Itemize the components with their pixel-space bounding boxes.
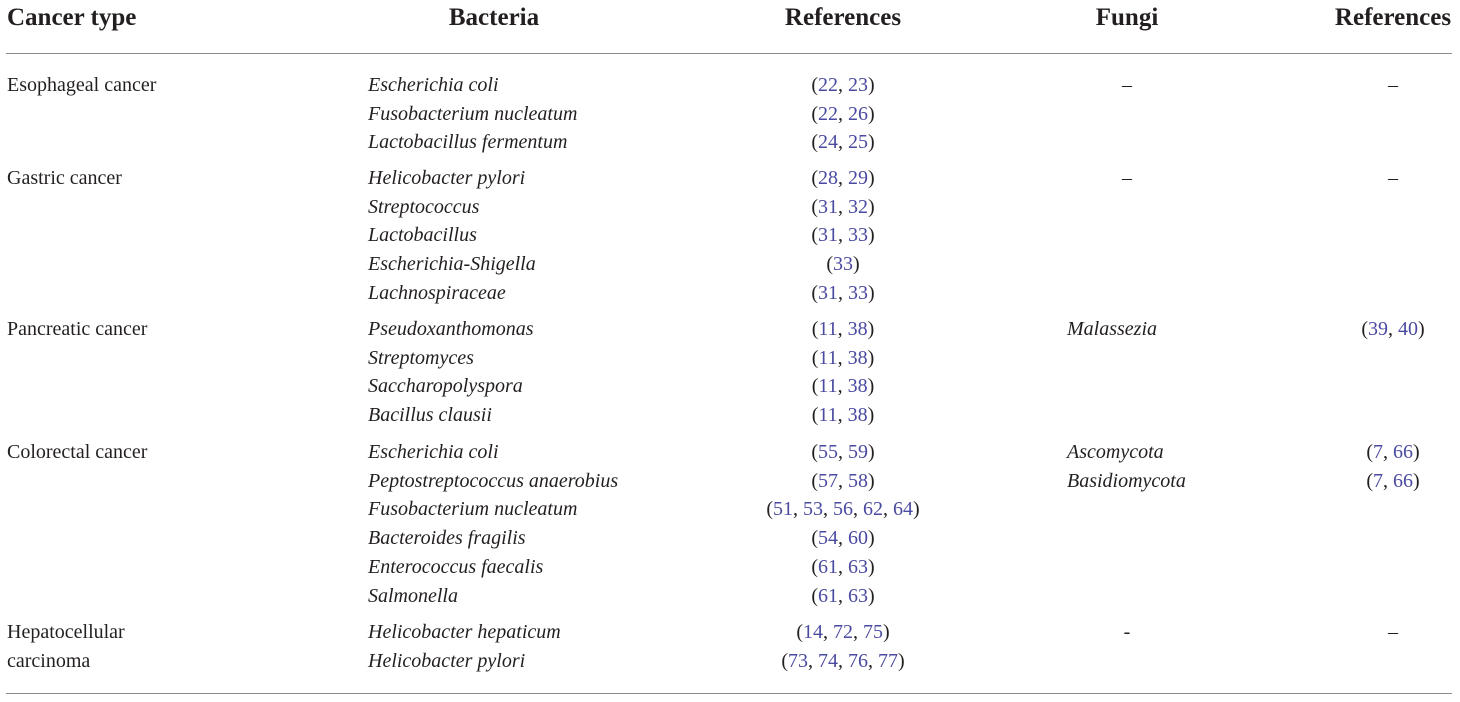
bacteria-name: Bacillus clausii bbox=[368, 404, 492, 427]
fungi-reference-link[interactable]: 7 bbox=[1373, 441, 1383, 463]
bacteria-references: (51, 53, 56, 62, 64) bbox=[766, 498, 920, 521]
bacteria-reference-link[interactable]: 38 bbox=[847, 404, 868, 427]
bacteria-name: Fusobacterium nucleatum bbox=[368, 498, 578, 521]
bacteria-references: (11, 38) bbox=[811, 375, 875, 398]
fungi-references: (39, 40) bbox=[1361, 318, 1425, 340]
cancer-type-cell: Colorectal cancer bbox=[7, 441, 148, 463]
bacteria-reference-link[interactable]: 33 bbox=[833, 253, 853, 276]
table-row bbox=[0, 100, 1460, 129]
table-row bbox=[0, 315, 1460, 344]
bacteria-reference-link[interactable]: 31 bbox=[818, 195, 838, 218]
bacteria-reference-link[interactable]: 22 bbox=[818, 74, 838, 96]
bacteria-name: Helicobacter pylori bbox=[368, 649, 526, 672]
fungi-name: - bbox=[1123, 621, 1131, 643]
table-row bbox=[0, 164, 1460, 193]
cancer-type-cell: Hepatocellular carcinoma bbox=[7, 621, 125, 672]
bacteria-reference-link[interactable]: 31 bbox=[818, 281, 838, 304]
bacteria-name: Helicobacter hepaticum bbox=[368, 621, 561, 643]
bacteria-name: Lachnospiraceae bbox=[368, 281, 506, 304]
bacteria-reference-link[interactable]: 62 bbox=[863, 498, 883, 521]
bacteria-references: (61, 63) bbox=[811, 584, 875, 607]
bacteria-reference-link[interactable]: 26 bbox=[848, 102, 868, 125]
bacteria-name: Bacteroides fragilis bbox=[368, 527, 526, 550]
bacteria-reference-link[interactable]: 64 bbox=[893, 498, 913, 521]
bacteria-reference-link[interactable]: 11 bbox=[818, 346, 838, 369]
bacteria-reference-link[interactable]: 72 bbox=[833, 621, 853, 643]
fungi-references: – bbox=[1388, 74, 1398, 96]
bacteria-reference-link[interactable]: 54 bbox=[818, 527, 838, 550]
bacteria-references: (24, 25) bbox=[811, 131, 875, 154]
bacteria-reference-link[interactable]: 59 bbox=[848, 441, 868, 463]
bacteria-name: Streptomyces bbox=[368, 346, 474, 369]
table-row bbox=[0, 128, 1460, 157]
bacteria-references: (28, 29) bbox=[811, 167, 875, 189]
bacteria-reference-link[interactable]: 33 bbox=[848, 224, 868, 247]
fungi-reference-link[interactable]: 66 bbox=[1393, 441, 1413, 463]
table-row bbox=[0, 372, 1460, 401]
bacteria-reference-link[interactable]: 11 bbox=[818, 404, 838, 427]
bacteria-references: (22, 26) bbox=[811, 102, 875, 125]
bacteria-reference-link[interactable]: 74 bbox=[818, 649, 838, 672]
bacteria-reference-link[interactable]: 29 bbox=[848, 167, 868, 189]
bacteria-name: Streptococcus bbox=[368, 195, 480, 218]
bacteria-name: Escherichia coli bbox=[368, 74, 499, 96]
bacteria-references: (73, 74, 76, 77) bbox=[781, 649, 905, 672]
fungi-references: – bbox=[1388, 621, 1398, 643]
bacteria-reference-link[interactable]: 53 bbox=[803, 498, 823, 521]
table-row bbox=[0, 495, 1460, 524]
table-row bbox=[0, 193, 1460, 222]
fungi-name: Basidiomycota bbox=[1067, 469, 1186, 492]
bacteria-references: (57, 58) bbox=[811, 469, 875, 492]
bacteria-reference-link[interactable]: 31 bbox=[818, 224, 838, 247]
bacteria-reference-link[interactable]: 28 bbox=[818, 167, 838, 189]
fungi-reference-link[interactable]: 40 bbox=[1398, 318, 1418, 340]
bacteria-reference-link[interactable]: 24 bbox=[818, 131, 838, 154]
bacteria-references: (55, 59) bbox=[811, 441, 875, 463]
fungi-reference-link[interactable]: 66 bbox=[1393, 469, 1413, 492]
bacteria-name: Peptostreptococcus anaerobius bbox=[368, 469, 619, 492]
fungi-references: – bbox=[1388, 167, 1398, 189]
bacteria-reference-link[interactable]: 55 bbox=[818, 441, 838, 463]
bacteria-reference-link[interactable]: 38 bbox=[847, 375, 868, 398]
bacteria-references: (11, 38) bbox=[811, 404, 875, 427]
table-row bbox=[0, 250, 1460, 279]
bacteria-reference-link[interactable]: 61 bbox=[818, 584, 838, 607]
table-row bbox=[0, 582, 1460, 611]
table-row bbox=[0, 524, 1460, 553]
bacteria-reference-link[interactable]: 23 bbox=[848, 74, 868, 96]
bacteria-reference-link[interactable]: 60 bbox=[848, 527, 868, 550]
bacteria-reference-link[interactable]: 22 bbox=[818, 102, 838, 125]
bacteria-name: Escherichia-Shigella bbox=[368, 253, 536, 276]
bacteria-name: Fusobacterium nucleatum bbox=[368, 102, 578, 125]
bacteria-reference-link[interactable]: 25 bbox=[848, 131, 868, 154]
bacteria-reference-link[interactable]: 75 bbox=[863, 621, 883, 643]
fungi-name: – bbox=[1122, 167, 1132, 189]
bacteria-reference-link[interactable]: 32 bbox=[848, 195, 868, 218]
table-row bbox=[0, 438, 1460, 467]
header-references: References bbox=[784, 4, 902, 31]
table-row bbox=[0, 71, 1460, 100]
table-header bbox=[0, 0, 1460, 38]
fungi-reference-link[interactable]: 39 bbox=[1368, 318, 1388, 340]
fungi-name: Malassezia bbox=[1067, 318, 1157, 340]
bacteria-reference-link[interactable]: 51 bbox=[773, 498, 793, 521]
bacteria-reference-link[interactable]: 38 bbox=[847, 346, 868, 369]
bacteria-reference-link[interactable]: 57 bbox=[818, 469, 838, 492]
bacteria-reference-link[interactable]: 11 bbox=[818, 318, 838, 340]
fungi-references: (7, 66) bbox=[1366, 469, 1420, 492]
fungi-references: (7, 66) bbox=[1366, 441, 1420, 463]
bacteria-reference-link[interactable]: 76 bbox=[848, 649, 868, 672]
table-row bbox=[0, 344, 1460, 373]
bacteria-references: (31, 33) bbox=[811, 224, 875, 247]
bacteria-name: Lactobacillus fermentum bbox=[368, 131, 568, 154]
table-row bbox=[0, 221, 1460, 250]
bacteria-name: Pseudoxanthomonas bbox=[368, 318, 534, 340]
bacteria-reference-link[interactable]: 63 bbox=[848, 555, 868, 578]
bacteria-reference-link[interactable]: 61 bbox=[818, 555, 838, 578]
bacteria-name: Lactobacillus bbox=[368, 224, 477, 247]
bacteria-references: (11, 38) bbox=[811, 346, 875, 369]
fungi-name: Ascomycota bbox=[1067, 441, 1164, 463]
header-divider bbox=[6, 53, 1452, 54]
bacteria-references: (14, 72, 75) bbox=[796, 621, 890, 643]
bacteria-name: Enterococcus faecalis bbox=[368, 555, 544, 578]
table-bottom-rule bbox=[6, 693, 1452, 694]
bacteria-reference-link[interactable]: 58 bbox=[848, 469, 868, 492]
bacteria-name: Helicobacter pylori bbox=[368, 167, 526, 189]
bacteria-references: (31, 33) bbox=[811, 281, 875, 304]
header-bacteria: Bacteria bbox=[448, 4, 540, 31]
header-fungi-references: References bbox=[1334, 4, 1452, 31]
bacteria-reference-link[interactable]: 77 bbox=[878, 649, 898, 672]
cancer-type-cell: Pancreatic cancer bbox=[7, 318, 148, 340]
bacteria-reference-link[interactable]: 56 bbox=[833, 498, 853, 521]
bacteria-reference-link[interactable]: 63 bbox=[848, 584, 868, 607]
table-row bbox=[0, 401, 1460, 430]
bacteria-reference-link[interactable]: 11 bbox=[818, 375, 838, 398]
bacteria-references: (22, 23) bbox=[811, 74, 875, 96]
bacteria-reference-link[interactable]: 73 bbox=[788, 649, 808, 672]
bacteria-reference-link[interactable]: 38 bbox=[847, 318, 868, 340]
bacteria-name: Escherichia coli bbox=[368, 441, 499, 463]
header-fungi: Fungi bbox=[1095, 4, 1159, 31]
bacteria-references: (61, 63) bbox=[811, 555, 875, 578]
fungi-reference-link[interactable]: 7 bbox=[1373, 469, 1383, 492]
table-row bbox=[0, 647, 1460, 676]
table-row bbox=[0, 553, 1460, 582]
table-row bbox=[0, 467, 1460, 496]
bacteria-references: (11, 38) bbox=[811, 318, 875, 340]
table-row bbox=[0, 279, 1460, 308]
cancer-type-cell: Esophageal cancer bbox=[7, 74, 157, 96]
bacteria-reference-link[interactable]: 14 bbox=[803, 621, 823, 643]
bacteria-name: Salmonella bbox=[368, 584, 458, 607]
bacteria-references: (33) bbox=[826, 253, 860, 276]
bacteria-references: (31, 32) bbox=[811, 195, 875, 218]
fungi-name: – bbox=[1122, 74, 1132, 96]
bacteria-name: Saccharopolyspora bbox=[368, 375, 523, 398]
table-row bbox=[0, 618, 1460, 647]
bacteria-reference-link[interactable]: 33 bbox=[848, 281, 868, 304]
bacteria-references: (54, 60) bbox=[811, 527, 875, 550]
header-cancer-type: Cancer type bbox=[7, 4, 137, 31]
cancer-type-cell: Gastric cancer bbox=[7, 167, 122, 189]
